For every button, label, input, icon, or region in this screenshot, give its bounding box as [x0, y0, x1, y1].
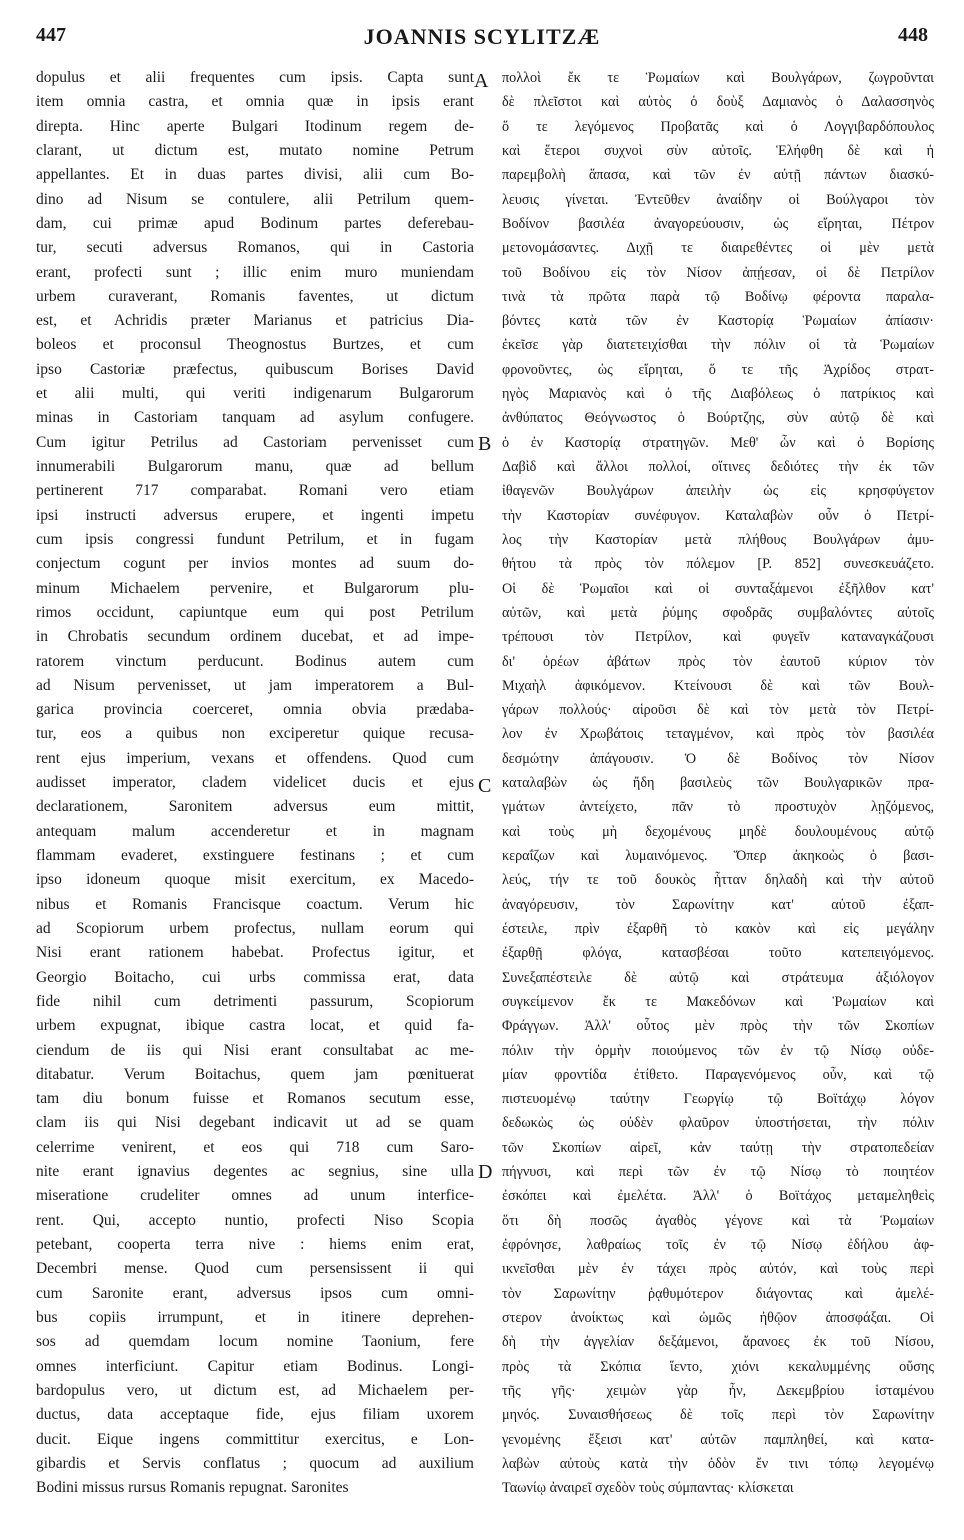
greek-text-line: πόλιν τὴν ὁρμὴν ποιούμενος τῶν ἐν τῷ Νίσῳ οὐδε- — [502, 1042, 934, 1059]
latin-text-line: Cum igitur Petrilus ad Castoriam pervenisset cum — [36, 433, 474, 451]
latin-text-line: rent ejus imperium, vexans et offendens. Quod cum — [36, 749, 474, 767]
margin-letter-c: C — [478, 775, 492, 797]
latin-text-line: clarant, ut dictum est, mutato nomine Petrum — [36, 141, 474, 159]
greek-text-line: λευσις γίνεται. Ἐντεῦθεν ἀναίδην οἱ Βούλγαροι τὸν — [502, 191, 934, 208]
latin-text-line: minas in Castoriam tanquam ad asylum confugere. — [36, 409, 474, 427]
greek-text-line: καὶ ἕτεροι συχνοὶ σὺν αὐτοῖς. Ἑλήφθη δὲ καὶ ἡ — [502, 142, 934, 159]
greek-text-line: λον ἐν Χρωβάτοις τεταγμένον, καὶ πρὸς τὸν βασιλέα — [502, 726, 934, 743]
greek-text-line: φρονοῦντες, ὡς εἴρηται, ὅ τε τῆς Ἀχρίδος στρατ- — [502, 361, 934, 378]
left-page-number: 447 — [36, 24, 66, 46]
greek-text-line: τινὰ τὰ πρῶτα παρὰ τῷ Βοδίνῳ φέροντα παραλα- — [502, 288, 934, 305]
latin-text-line: tam diu bonum fuisse et Romanos secutum esse, — [36, 1090, 474, 1108]
latin-text-line: nibus et Romanis Francisque coactum. Verum hic — [36, 895, 474, 913]
greek-text-line: ἐκεῖσε γὰρ διατετειχίσθαι τὴν πόλιν οἱ τὰ Ῥωμαίων — [502, 337, 934, 354]
greek-text-line: ἀνθύπατος Θεόγνωστος ὁ Βούρτζης, σὺν αὐτῷ δὲ καὶ — [502, 410, 934, 427]
latin-text-line: item omnia castra, et omnia quæ in ipsis erant — [36, 93, 474, 111]
latin-text-line: boleos et proconsul Theognostus Burtzes, et cum — [36, 336, 474, 354]
greek-text-line: Δαβὶδ καὶ ἄλλοι πολλοί, οἵτινες δεδιότες τὴν ἐκ τῶν — [502, 459, 934, 475]
greek-text-line: ικνεῖσθαι μὲν ἐν τάχει πρὸς αὐτόν, καὶ τοὺς περὶ — [502, 1261, 934, 1278]
greek-text-line: πήγνυσι, καὶ περὶ τῶν ἐν τῷ Νίσῳ τὸ ποιητέον — [502, 1164, 934, 1181]
greek-text-line: δεσμώτην ἀπάγουσιν. Ὁ δὲ Βοδίνος τὸν Νίσον — [502, 750, 934, 767]
latin-text-line: in Chrobatis secundum ordinem ducebat, et ad impe- — [36, 628, 474, 646]
latin-text-line: conjectum cogunt per invios montes ad suum do- — [36, 555, 474, 573]
latin-text-line: Georgio Boitacho, cui urbs commissa erat, data — [36, 968, 474, 986]
latin-text-line: ad Scopiorum urbem profectus, nullam eorum qui — [36, 919, 474, 937]
greek-text-line: ηγὸς Μαριανὸς καὶ ὁ τῆς Διαβόλεως ὁ πατρίκιος καὶ — [502, 386, 934, 403]
greek-text-line: λαβὼν αὐτοὺς κατὰ τὴν ὁδὸν ἔν τινι τόπῳ λεγομένῳ — [502, 1455, 934, 1472]
greek-text-line: καὶ τοὺς μὴ δεχομένους μηδὲ δουλουμένους αὐτῷ — [502, 823, 934, 840]
greek-text-line: έστειλε, πρὶν ἐξαρθῆ τὸ κακὸν καὶ εἰς μεγάλην — [502, 920, 934, 937]
latin-text-line: rent. Qui, accepto nuntio, profecti Niso Scopia — [36, 1211, 474, 1229]
greek-text-line: μετονομάσαντες. Διχῇ τε διαιρεθέντες οἱ μὲν μετὰ — [502, 240, 934, 257]
greek-text-line: δεδωκὼς ὡς οὐδὲν φλαῦρον ὑποστήσεται, τὴν πόλιν — [502, 1115, 934, 1132]
greek-text-line: πιστευομένῳ ταύτην Γεωργίῳ τῷ Βοϊτάχῳ λόγον — [502, 1091, 934, 1108]
greek-text-line: γμάτων ἀντείχετο, πᾶν τὸ προστυχὸν λῃζόμενος, — [502, 799, 934, 816]
latin-text-line: Bodini missus rursus Romanis repugnat. Saronites — [36, 1479, 349, 1497]
greek-text-line: στερον ἀνοίκτως καὶ ὠμῶς ἠθῷον ἀποσφάξαι. Οἱ — [502, 1309, 934, 1326]
latin-text-line: ipso Castoriæ præfectus, quibuscum Borises David — [36, 360, 474, 378]
greek-text-line: τὸν Σαρωνίτην ῥᾳθυμότερον διάγοντας καὶ ἀμελέ- — [502, 1285, 934, 1302]
greek-text-line: δὴ τὴν ἀγγελίαν δεξάμενοι, ἄρανοες ἐκ τοῦ Νίσου, — [502, 1334, 934, 1351]
latin-text-line: est, et Achridis præter Marianus et patricius Dia- — [36, 312, 474, 330]
latin-text-line: ipso idoneum quoque misit exercitum, ex Macedo- — [36, 871, 474, 889]
greek-text-line: καταλαβὼν ὡς ἤδη βασιλεὺς τῶν Βουλγαρικῶν πρα- — [502, 775, 934, 792]
margin-letter-b: B — [478, 433, 492, 455]
greek-text-line: λεύς, τήν τε τοῦ δουκὸς ἧτταν δηλαδὴ καὶ τὴν αὐτοῦ — [502, 872, 934, 889]
greek-text-line: πρὸς τὰ Σκόπια ἵεντο, χιόνι κεκαλυμμένης οὔσης — [502, 1358, 934, 1375]
latin-text-line: gibardis et Servis conflatus ; quocum ad auxilium — [36, 1454, 474, 1472]
greek-text-line: μηνός. Συναισθήσεως δὲ τοῖς περὶ τὸν Σαρωνίτην — [502, 1407, 934, 1424]
greek-text-line: συγκείμενον ἔκ τε Μακεδόνων καὶ Ῥωμαίων καὶ — [502, 993, 934, 1010]
latin-text-line: Nisi erant rationem habebat. Profectus igitur, et — [36, 944, 474, 962]
greek-text-line: αὐτῶν, καὶ μετὰ ῥύμης σφοδρᾶς συμβαλόντες αὐτοῖς — [502, 604, 934, 621]
latin-text-line: clam iis qui Nisi degebant indicavit ut ad se quam — [36, 1114, 474, 1132]
greek-text-line: Οἱ δὲ Ῥωμαῖοι καὶ οἱ συνταξάμενοι ἐξῆλθον κατ' — [502, 580, 934, 597]
greek-text-line: πολλοὶ ἔκ τε Ῥωμαίων καὶ Βουλγάρων, ζωγροῦνται — [502, 70, 934, 86]
greek-text-line: κεραΐζων καὶ λυμαινόμενος. Ὅπερ ἀκηκοὼς ὁ βασι- — [502, 848, 934, 864]
greek-text-line: τρέπουσι τὸν Πετρίλον, καὶ φυγεῖν καταναγκάζουσι — [502, 629, 934, 646]
margin-letter-a: A — [474, 70, 489, 92]
greek-text-line: γάρων πολλούς· αἱροῦσι δὲ καὶ τὸν μετὰ τὸν Πετρί- — [502, 702, 934, 719]
latin-text-line: miseratione crudeliter omnes ad unum interfice- — [36, 1187, 474, 1205]
latin-text-line: ad Nisum pervenisset, ut jam imperatorem a Bul- — [36, 676, 474, 694]
latin-text-line: ductus, data acceptaque fide, ejus filiam uxorem — [36, 1406, 474, 1424]
latin-column — [36, 66, 474, 1500]
latin-text-line: innumerabili Bulgarorum manu, quæ ad bellum — [36, 458, 474, 475]
greek-text-line: Βοδίνον βασιλέα ἀναγορεύουσιν, ὡς εἴρηται, Πέτρον — [502, 215, 934, 232]
latin-text-line: celerrime venirent, et eos qui 718 cum Saro- — [36, 1138, 474, 1156]
greek-text-line: λος τὴν Καστορίαν μετὰ πλήθους Βουλγάρων ἀμυ- — [502, 531, 934, 548]
latin-text-line: audisset imperator, cladem videlicet ducis et ejus — [36, 774, 474, 792]
latin-text-line: et alii multi, qui veriti indigenarum Bulgarorum — [36, 385, 474, 403]
greek-text-line: Φράγγων. Ἀλλ' οὗτος μὲν πρὸς τὴν τῶν Σκοπίων — [502, 1018, 934, 1035]
greek-text-line: τοῦ Βοδίνου εἰς τὸν Νίσον ἀπῄεσαν, οἱ δὲ Πετρίλον — [502, 264, 934, 281]
greek-text-line: τὴν Καστορίαν συνέφυγον. Καταλαβὼν οὖν ὁ Πετρί- — [502, 507, 934, 524]
latin-text-line: nite erant ignavius degentes ac segnius, sine ulla — [36, 1163, 474, 1181]
latin-text-line: cum ipsis congressi fundunt Petrilum, et in fugam — [36, 530, 474, 548]
greek-text-line: ὅτι δὴ ποσῶς ἀγαθὸς γέγονε καὶ τὰ Ῥωμαίων — [502, 1212, 934, 1229]
latin-text-line: omnes interficiunt. Capitur etiam Bodinus. Longi- — [36, 1357, 474, 1375]
latin-text-line: ducit. Eique ingens committitur exercitus, e Lon- — [36, 1430, 474, 1448]
latin-text-line: ditabatur. Verum Boitachus, quem jam pœnituerat — [36, 1065, 474, 1083]
greek-text-line: Ταωνίῳ ἀναιρεῖ σχεδὸν τοὺς σύμπαντας· κλίσκεται — [502, 1480, 794, 1497]
latin-text-line: bardopulus vero, ut dictum est, ad Michaelem per- — [36, 1381, 474, 1399]
latin-text-line: ciendum de iis qui Nisi erant consultabat ac me- — [36, 1041, 474, 1059]
greek-text-line: δι' ὀρέων ἀβάτων πρὸς τὸν ἑαυτοῦ κύριον τὸν — [502, 653, 934, 670]
greek-text-line: τῆς γῆς· χειμὼν γὰρ ἦν, Δεκεμβρίου ἱσταμένου — [502, 1382, 934, 1399]
latin-text-line: minum Michaelem pervenire, et Bulgarorum plu- — [36, 579, 474, 597]
latin-text-line: flammam evaderet, exstinguere festinans ; et cum — [36, 847, 474, 864]
running-title: JOANNIS SCYLITZÆ — [363, 24, 601, 49]
greek-text-line: ἐξαρθῇ φλόγα, κατασβέσαι τοῦτο κατεπειγόμενος. — [502, 945, 934, 962]
latin-text-line: erant, profecti sunt ; illic enim muro muniendam — [36, 263, 474, 281]
latin-text-line: declarationem, Saronitem adversus eum mittit, — [36, 798, 474, 816]
latin-text-line: cum Saronite erant, adversus ipsos cum omni- — [36, 1284, 474, 1302]
latin-text-line: urbem expugnat, ibique castra locat, et quid fa- — [36, 1017, 474, 1035]
latin-text-line: ipsi instructi adversus erupere, et ingenti impetu — [36, 506, 474, 524]
latin-text-line: direpta. Hinc aperte Bulgari Itodinum regem de- — [36, 117, 474, 135]
greek-text-line: ἀναγόρευσιν, τὸν Σαρωνίτην κατ' αὐτοῦ ἐξαπ- — [502, 896, 934, 913]
margin-letter-d: D — [478, 1161, 493, 1183]
latin-text-line: rimos occidunt, capiuntque eum qui post Petrilum — [36, 603, 474, 621]
greek-text-line: ὅ τε λεγόμενος Προβατᾶς καὶ ὁ Λογγιβαρδόπουλος — [502, 118, 934, 135]
latin-text-line: antequam malum accenderetur et in magnam — [36, 822, 474, 840]
latin-text-line: tur, secuti adversus Romanos, qui in Castoria — [36, 239, 474, 257]
latin-text-line: garica provincia coerceret, omnia obvia prædaba- — [36, 701, 474, 719]
greek-text-line: Συνεξαπέστειλε δὲ αὐτῷ καὶ στράτευμα ἀξιόλογον — [502, 969, 934, 986]
right-page-number: 448 — [898, 24, 928, 46]
latin-text-line: ratorem vinctum perducunt. Bodinus autem cum — [36, 652, 474, 670]
greek-text-line: ἐφρόνησε, λαθραίως τοῖς ἐν τῷ Νίσῳ ἐδήλου ἀφ- — [502, 1237, 934, 1253]
greek-text-line: μίαν φροντίδα ἐτίθετο. Παραγενόμενος οὖν, καὶ τῷ — [502, 1066, 934, 1083]
greek-text-line: ἐσκόπει καὶ ἐμελέτα. Ἀλλ' ὁ Βοϊτάχος μεταμεληθεὶς — [502, 1188, 934, 1205]
greek-text-line: δὲ πλεῖστοι καὶ αὐτὸς ὁ δοὺξ Δαμιανὸς ὁ Δαλασσηνὸς — [502, 94, 934, 111]
greek-text-line: γενομένης ἔξεισι κατ' αὐτῶν παμπληθεί, καὶ κατα- — [502, 1431, 934, 1448]
greek-text-line: παρεμβολὴ ἅπασα, καὶ τῶν ἐν αὐτῇ πάντων διασκύ- — [502, 167, 934, 184]
latin-text-line: dam, cui primæ apud Bodinum partes deferebau- — [36, 214, 474, 232]
greek-text-line: τῶν Σκοπίων αἱρεῖ, κἀν ταύτῃ τὴν στρατοπεδείαν — [502, 1139, 934, 1156]
greek-text-line: ὁ ἐν Καστορίᾳ στρατηγῶν. Μεθ' ὧν καὶ ὁ Βορίσης — [502, 434, 934, 451]
latin-text-line: sos ad quemdam locum nomine Taonium, fere — [36, 1333, 474, 1351]
latin-text-line: dopulus et alii frequentes cum ipsis. Capta sunt — [36, 69, 474, 86]
latin-text-line: appellantes. Et in duas partes divisi, alii cum Bo- — [36, 166, 474, 184]
greek-column — [502, 66, 934, 1500]
latin-text-line: petebant, cooperta terra nive : hiems enim erat, — [36, 1236, 474, 1253]
latin-text-line: dino ad Nisum se contulere, alii Petrilum quem- — [36, 190, 474, 208]
latin-text-line: pertinerent 717 comparabat. Romani vero etiam — [36, 482, 474, 500]
latin-text-line: fide nihil cum detrimenti passurum, Scopiorum — [36, 992, 474, 1010]
latin-text-line: bus copiis irrumpunt, et in itinere deprehen- — [36, 1308, 474, 1326]
greek-text-line: Μιχαὴλ ἀφικόμενον. Κτείνουσι δὲ καὶ τῶν Βουλ- — [502, 677, 934, 694]
greek-text-line: ἰθαγενῶν Βουλγάρων ἀπειλὴν ὡς εἰς κρησφύγετον — [502, 483, 934, 500]
greek-text-line: θήτου τὰ πρὸς τὸν πόλεμον [P. 852] συνεσκευάζετο. — [502, 556, 934, 573]
greek-text-line: βόντες κατὰ τῶν ἐν Καστορίᾳ Ῥωμαίων ἀπίασιν· — [502, 313, 934, 330]
latin-text-line: tur, eos a quibus non exciperetur quique recusa- — [36, 725, 474, 743]
latin-text-line: Decembri mense. Quod cum persensissent ii qui — [36, 1260, 474, 1278]
latin-text-line: urbem curaverant, Romanis faventes, ut dictum — [36, 287, 474, 305]
